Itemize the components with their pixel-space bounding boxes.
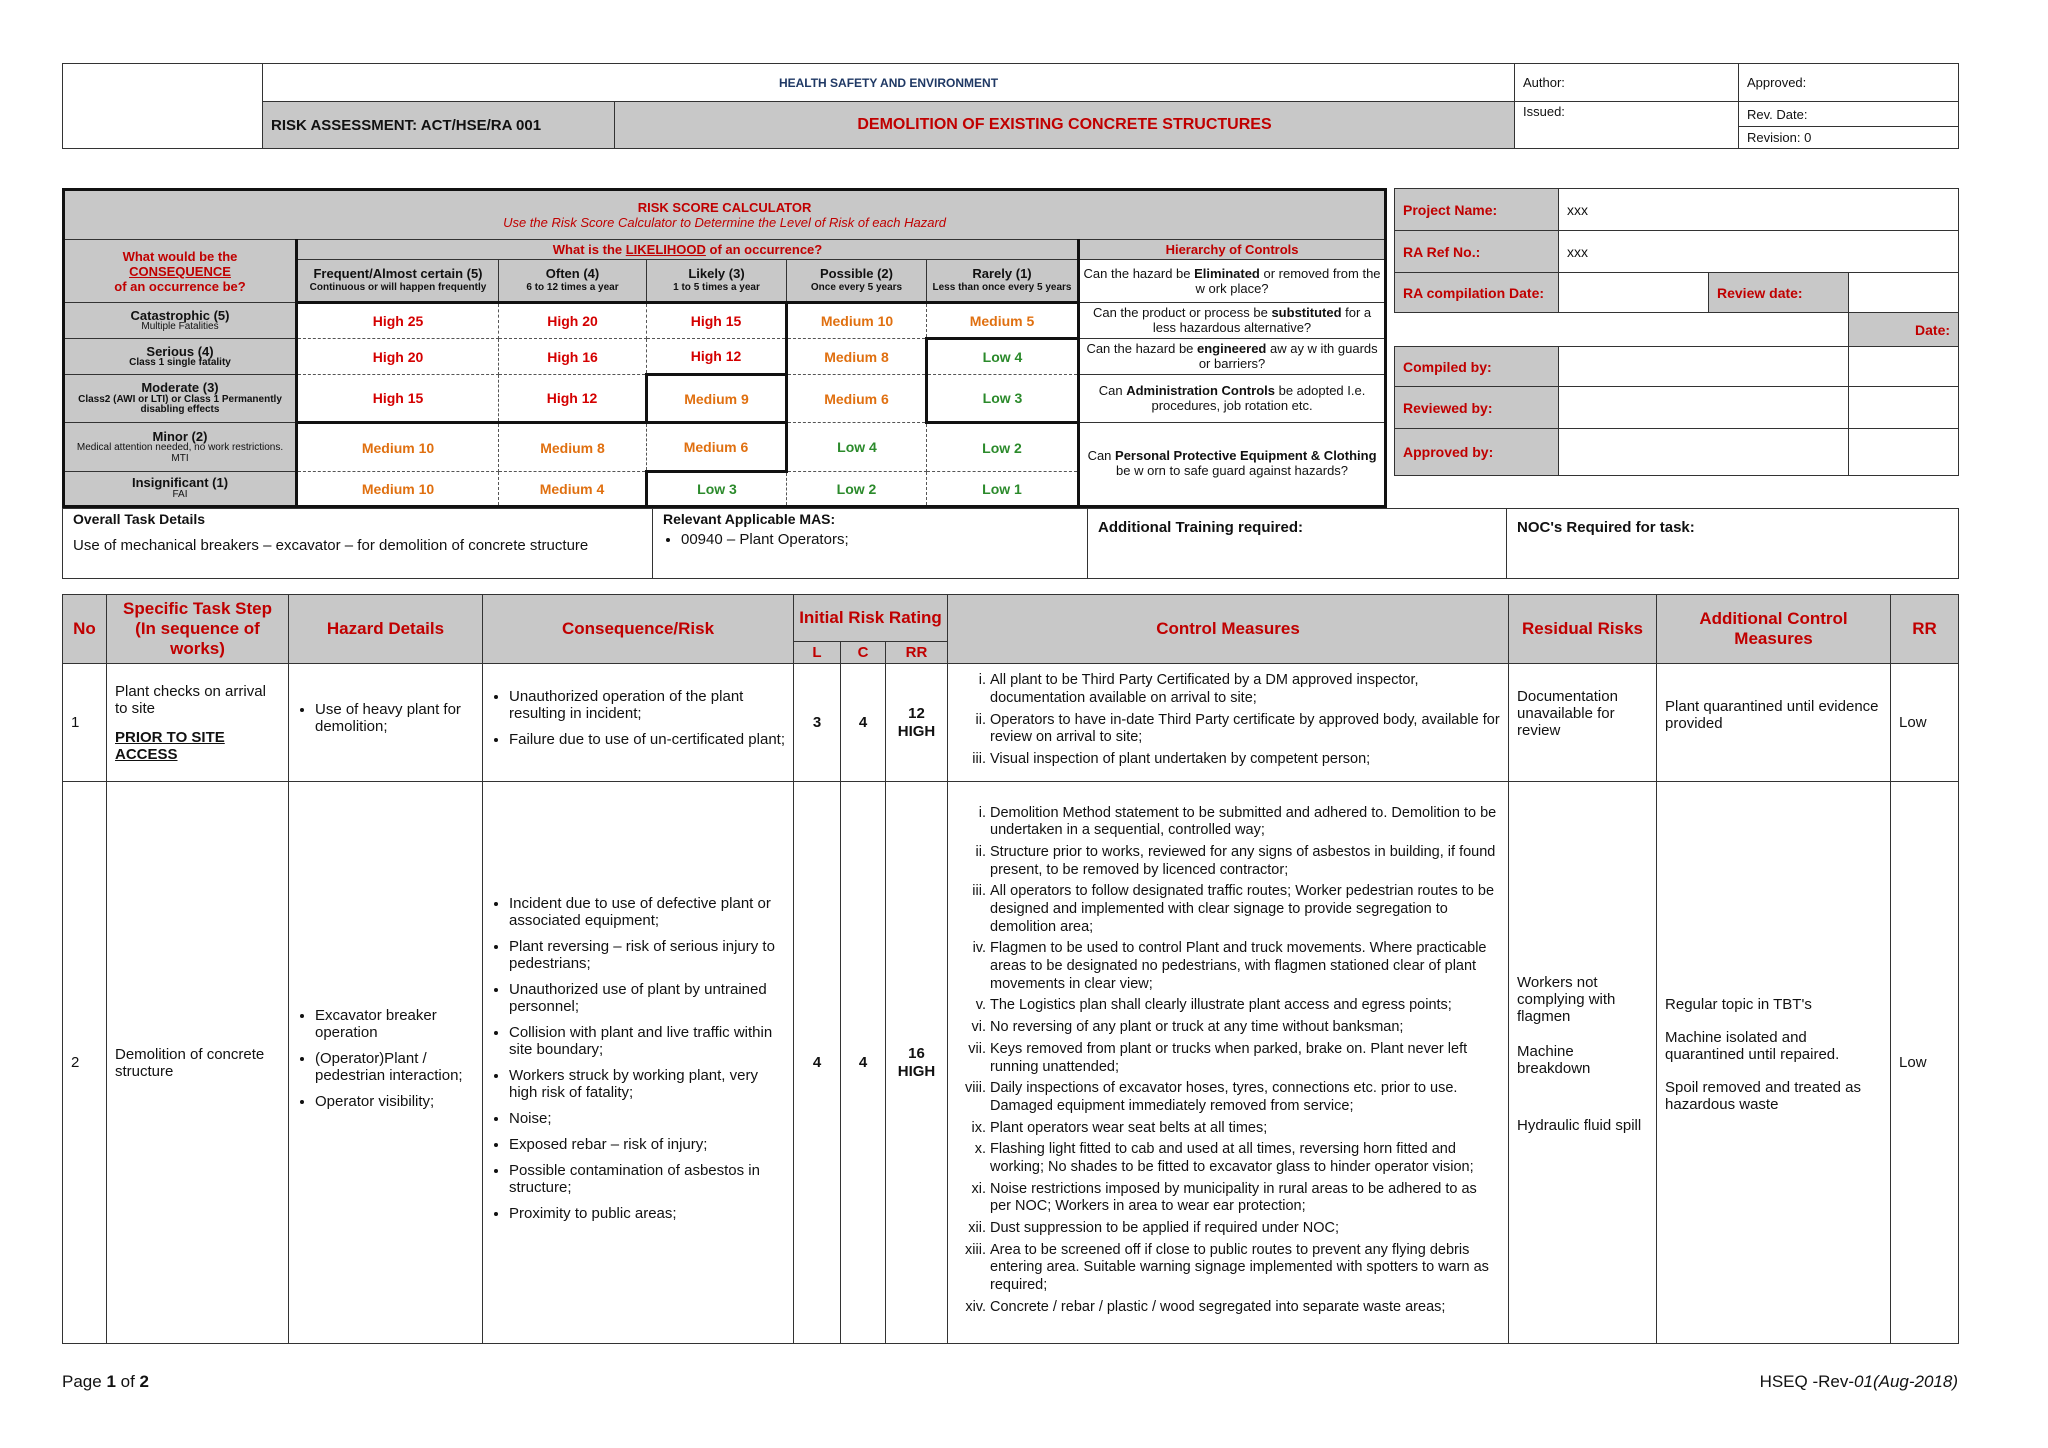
project-name-label: Project Name: [1395, 189, 1559, 231]
hierarchy-text-post: for a less hazardous alternative? [1152, 304, 1372, 335]
hierarchy-text-post: or removed from the w ork place? [1195, 265, 1381, 296]
mas-item: • 00940 – Plant Operators; [681, 531, 1077, 548]
mas-label: Relevant Applicable MAS: [663, 511, 836, 527]
doc-code: HSEQ -Rev- [1759, 1372, 1855, 1391]
approved-by-label: Approved by: [1395, 429, 1559, 476]
likelihood-desc: Once every 5 years [810, 282, 903, 294]
hierarchy-text-post: be adopted I.e. procedures, job rotation etc. [1151, 382, 1366, 413]
control-item: x. Flashing light fitted to cab and used at all times, reversing horn fitted and working; No shades to be fitted to excavator glass to hinder operator vision; [990, 1141, 1500, 1176]
noc-cell [1507, 509, 1959, 579]
additional-controls [1657, 664, 1891, 782]
consequence-question [64, 240, 297, 303]
consequence-list [491, 895, 785, 1222]
control-item: viii. Daily inspections of excavator hoses, tyres, connections etc. prior to use. Damaged equipment immediately removed from service; [990, 1080, 1500, 1115]
compiled-by-value [1559, 347, 1849, 387]
control-list [956, 672, 1500, 768]
consequence-item: • Incident due to use of defective plant or associated equipment; [509, 895, 785, 929]
consequence-item: • Unauthorized operation of the plant resulting in incident; [509, 688, 785, 722]
compiled-by-label: Compiled by: [1395, 347, 1559, 387]
project-info [1394, 188, 1959, 476]
consequence-desc: Class 1 single fatality [129, 357, 231, 369]
hierarchy-text-pre: Can the hazard be [1086, 340, 1198, 356]
hierarchy-text-bold: Eliminated [1194, 265, 1260, 281]
control-item: iii. All operators to follow designated traffic routes; Worker pedestrian routes to be designed and implemented with clear signage to provide segregation to demolition area; [990, 883, 1500, 936]
approved-by-value [1559, 429, 1849, 476]
hierarchy-text-bold: engineered [1197, 340, 1267, 356]
risk-score-cell: Low 2 [927, 423, 1079, 472]
col-controls: Control Measures [948, 595, 1509, 664]
col-additional: Additional Control Measures [1657, 595, 1891, 664]
consequence-label [64, 303, 297, 339]
likelihood-name: Rarely (1) [972, 266, 1032, 282]
residual-risks [1509, 782, 1657, 1344]
risk-score-calculator [62, 188, 1387, 508]
risk-table [62, 594, 1959, 1344]
risk-score-cell: Medium 6 [647, 423, 787, 472]
col-initial-risk: Initial Risk Rating [794, 595, 948, 642]
ra-number: RISK ASSESSMENT: ACT/HSE/RA 001 [263, 102, 615, 149]
hierarchy-text-pre: Can the product or process be [1092, 304, 1272, 320]
ra-ref-value: xxx [1559, 231, 1959, 273]
consequence-list [491, 688, 785, 748]
hazard-list [297, 1007, 474, 1110]
likelihood-question [297, 240, 1079, 260]
hierarchy-eliminate [1079, 259, 1386, 303]
overall-task-label: Overall Task Details [73, 511, 206, 527]
overall-task-cell [63, 509, 653, 579]
consequence-name: Catastrophic (5) [130, 307, 230, 323]
likelihood-desc: 1 to 5 times a year [673, 282, 760, 294]
consequence-label [64, 423, 297, 472]
consequence-name: Serious (4) [146, 343, 214, 359]
risk-score-cell: Low 4 [927, 339, 1079, 375]
task-details [62, 508, 1959, 579]
likelihood-desc: Continuous or will happen frequently [309, 282, 487, 294]
risk-score-cell: Low 3 [927, 375, 1079, 423]
compiled-date-value [1849, 347, 1959, 387]
risk-score-cell: High 16 [499, 339, 647, 375]
ra-title: DEMOLITION OF EXISTING CONCRETE STRUCTURES [615, 102, 1515, 149]
likelihood-col-3 [647, 259, 787, 303]
page-pre: Page [62, 1372, 107, 1391]
calculator-subtitle: Use the Risk Score Calculator to Determine the Level of Risk of each Hazard [503, 215, 946, 231]
likelihood-name: Likely (3) [688, 266, 745, 282]
risk-score-cell: High 20 [499, 303, 647, 339]
initial-rr [886, 664, 948, 782]
hierarchy-text-bold: substituted [1271, 304, 1342, 320]
consequence-desc: Multiple Fatalities [141, 321, 219, 333]
hazard-list [297, 701, 474, 735]
row-number: 1 [63, 664, 107, 782]
consequence-label [64, 375, 297, 423]
risk-score-cell: Low 4 [787, 423, 927, 472]
training-cell [1088, 509, 1507, 579]
likelihood-q-mid: LIKELIHOOD [625, 241, 706, 257]
risk-score-cell: Medium 8 [787, 339, 927, 375]
training-label: Additional Training required: [1098, 519, 1304, 536]
task-step-text: Plant checks on arrival to site [115, 682, 266, 717]
hierarchy-administration [1079, 375, 1386, 423]
control-item: ix. Plant operators wear seat belts at all times; [990, 1120, 1500, 1138]
control-item: iv. Flagmen to be used to control Plant and truck movements. Where practicable areas to be designated no pedestrians, with flagmen stationed clear of plant movements in clear view; [990, 940, 1500, 993]
initial-rr-num: 12 [908, 704, 925, 722]
consequence-name: Minor (2) [152, 428, 208, 444]
residual-item: Documentation unavailable for review [1517, 688, 1618, 739]
consequence-label [64, 339, 297, 375]
consequence-item: • Proximity to public areas; [509, 1205, 785, 1222]
consequence-item: • Noise; [509, 1110, 785, 1127]
likelihood-col-4 [499, 259, 647, 303]
risk-score-cell: Medium 6 [787, 375, 927, 423]
hazard-item: • Use of heavy plant for demolition; [315, 701, 474, 735]
initial-rr [886, 782, 948, 1344]
control-item: iii. Visual inspection of plant undertaken by competent person; [990, 751, 1500, 769]
likelihood-name: Often (4) [545, 266, 600, 282]
risk-score-cell: High 12 [499, 375, 647, 423]
document-code [1760, 1372, 1958, 1392]
risk-score-cell: High 25 [297, 303, 499, 339]
col-residual: Residual Risks [1509, 595, 1657, 664]
task-step [107, 664, 289, 782]
document-header [62, 63, 1959, 149]
control-item: ii. Operators to have in-date Third Party certificate by approved body, available for review on arrival to site; [990, 712, 1500, 747]
revision-field: Revision: 0 [1739, 126, 1959, 148]
consequence-row [64, 339, 1386, 375]
consequence-desc: FAI [172, 489, 188, 501]
likelihood-name: Possible (2) [820, 266, 893, 282]
consequence-item: • Workers struck by working plant, very high risk of fatality; [509, 1067, 785, 1101]
task-step-text: Demolition of concrete structure [115, 1045, 265, 1080]
task-step [107, 782, 289, 1344]
residual-risks [1509, 664, 1657, 782]
logo-area [63, 64, 263, 149]
likelihood-value: 4 [794, 782, 841, 1344]
control-item: xiv. Concrete / rebar / plastic / wood segregated into separate waste areas; [990, 1299, 1500, 1317]
control-item: xii. Dust suppression to be applied if required under NOC; [990, 1220, 1500, 1238]
consequence-row [64, 375, 1386, 423]
hazard-details [289, 782, 483, 1344]
likelihood-col-1 [927, 259, 1079, 303]
approved-field: Approved: [1739, 64, 1959, 102]
additional-controls [1657, 782, 1891, 1344]
additional-item: Regular topic in TBT's [1665, 996, 1812, 1013]
calculator-title-cell [64, 190, 1386, 240]
initial-rr-word: HIGH [897, 1062, 936, 1080]
reviewed-by-value [1559, 387, 1849, 429]
control-item: i. Demolition Method statement to be submitted and adhered to. Demolition to be undertaken in a sequential, controlled way; [990, 805, 1500, 840]
blank-cell [1395, 313, 1849, 347]
risk-score-cell: Medium 5 [927, 303, 1079, 339]
table-row [63, 664, 1959, 782]
risk-score-cell: Medium 8 [499, 423, 647, 472]
hazard-item: • (Operator)Plant / pedestrian interaction; [315, 1050, 474, 1084]
col-no: No [63, 595, 107, 664]
ra-compilation-label: RA compilation Date: [1395, 273, 1559, 313]
control-item: v. The Logistics plan shall clearly illustrate plant access and egress points; [990, 997, 1500, 1015]
control-measures [948, 664, 1509, 782]
row-number: 2 [63, 782, 107, 1344]
noc-label: NOC's Required for task: [1517, 519, 1695, 536]
hierarchy-ppe [1079, 423, 1386, 507]
mas-cell [653, 509, 1088, 579]
ra-ref-label: RA Ref No.: [1395, 231, 1559, 273]
risk-score-cell: High 20 [297, 339, 499, 375]
initial-rr-num: 16 [908, 1044, 925, 1062]
control-item: xi. Noise restrictions imposed by municipality in rural areas to be adhered to as per NOC; Workers in area to wear ear protection; [990, 1181, 1500, 1216]
control-item: vi. No reversing of any plant or truck at any time without banksman; [990, 1019, 1500, 1037]
control-item: ii. Structure prior to works, reviewed for any signs of asbestos in building, if found present, to be removed by licenced contractor; [990, 844, 1500, 879]
review-date-label: Review date: [1709, 273, 1849, 313]
hierarchy-text-pre: Can [1098, 382, 1127, 398]
likelihood-desc: Less than once every 5 years [932, 282, 1072, 294]
consequence-item: • Plant reversing – risk of serious injury to pedestrians; [509, 938, 785, 972]
review-date-value [1849, 273, 1959, 313]
overall-task-text: Use of mechanical breakers – excavator – for demolition of concrete structure [73, 537, 589, 554]
control-item: xiii. Area to be screened off if close to public routes to prevent any flying debris entering area. Suitable warning signage implemented with spotters to warn as required; [990, 1242, 1500, 1295]
consequence-value: 4 [841, 664, 886, 782]
col-l: L [794, 641, 841, 663]
ra-compilation-value [1559, 273, 1709, 313]
initial-rr-word: HIGH [897, 722, 936, 740]
doc-code-rev: 01(Aug-2018) [1854, 1372, 1958, 1391]
hazard-item: • Excavator breaker operation [315, 1007, 474, 1041]
consequence-risk [483, 782, 794, 1344]
risk-score-cell: Medium 10 [297, 472, 499, 507]
col-c: C [841, 641, 886, 663]
author-field: Author: [1515, 64, 1739, 102]
control-list [956, 805, 1500, 1317]
consequence-item: • Failure due to use of un-certificated plant; [509, 731, 785, 748]
hazard-details [289, 664, 483, 782]
col-step: Specific Task Step (In sequence of works) [107, 595, 289, 664]
consequence-label [64, 472, 297, 507]
risk-score-cell: Medium 10 [297, 423, 499, 472]
page-num: 1 [106, 1372, 116, 1391]
consequence-row [64, 423, 1386, 472]
consequence-q-line3: of an occurrence be? [114, 278, 246, 294]
control-measures [948, 782, 1509, 1344]
consequence-risk [483, 664, 794, 782]
approved-date-value [1849, 429, 1959, 476]
consequence-row [64, 303, 1386, 339]
hierarchy-text-post: be w orn to safe guard against hazards? [1116, 463, 1349, 479]
risk-score-cell: Medium 10 [787, 303, 927, 339]
risk-score-cell: Medium 9 [647, 375, 787, 423]
consequence-desc: Medical attention needed, no work restrictions. MTI [76, 442, 284, 464]
reviewed-by-label: Reviewed by: [1395, 387, 1559, 429]
likelihood-value: 3 [794, 664, 841, 782]
risk-score-cell: High 12 [647, 339, 787, 375]
consequence-item: • Collision with plant and live traffic within site boundary; [509, 1024, 785, 1058]
likelihood-name: Frequent/Almost certain (5) [313, 266, 483, 282]
table-row [63, 782, 1959, 1344]
additional-item: Plant quarantined until evidence provided [1665, 697, 1879, 732]
residual-item: Hydraulic fluid spill [1517, 1116, 1642, 1134]
hse-title: HEALTH SAFETY AND ENVIRONMENT [263, 64, 1515, 102]
col-rr-initial: RR [886, 641, 948, 663]
consequence-value: 4 [841, 782, 886, 1344]
rev-date-field: Rev. Date: [1739, 102, 1959, 126]
residual-item: Machine breakdown [1517, 1042, 1591, 1077]
consequence-item: • Possible contamination of asbestos in structure; [509, 1162, 785, 1196]
task-step-sub: PRIOR TO SITE ACCESS [115, 728, 225, 763]
residual-rating: Low [1891, 782, 1959, 1344]
page-mid: of [115, 1372, 140, 1391]
likelihood-desc: 6 to 12 times a year [526, 282, 619, 294]
consequence-q-line2: CONSEQUENCE [129, 263, 231, 279]
col-rr: RR [1891, 595, 1959, 664]
residual-rating: Low [1891, 664, 1959, 782]
page-total: 2 [139, 1372, 149, 1391]
risk-score-cell: Low 3 [647, 472, 787, 507]
likelihood-col-2 [787, 259, 927, 303]
control-item: vii. Keys removed from plant or trucks when parked, brake on. Plant never left running unattended; [990, 1041, 1500, 1076]
risk-score-cell: Medium 4 [499, 472, 647, 507]
risk-score-cell: High 15 [297, 375, 499, 423]
consequence-name: Insignificant (1) [131, 475, 229, 491]
control-item: i. All plant to be Third Party Certificated by a DM approved inspector, documentation available on arrival to site; [990, 672, 1500, 707]
hierarchy-title: Hierarchy of Controls [1079, 240, 1386, 260]
hierarchy-text-bold: Personal Protective Equipment & Clothing [1115, 448, 1377, 464]
risk-score-cell: High 15 [647, 303, 787, 339]
calculator-title: RISK SCORE CALCULATOR [637, 200, 812, 216]
additional-item: Spoil removed and treated as hazardous waste [1665, 1079, 1861, 1113]
date-label: Date: [1849, 313, 1959, 347]
project-name-value: xxx [1559, 189, 1959, 231]
residual-item: Workers not complying with flagmen [1517, 973, 1616, 1025]
consequence-item: • Exposed rebar – risk of injury; [509, 1136, 785, 1153]
hierarchy-substitute [1079, 303, 1386, 339]
hierarchy-text-pre: Can [1087, 448, 1116, 464]
issued-field: Issued: [1515, 102, 1739, 149]
hierarchy-text-post: aw ay w ith guards or barriers? [1198, 340, 1378, 371]
consequence-name: Moderate (3) [141, 380, 219, 396]
hierarchy-engineer [1079, 339, 1386, 375]
risk-score-cell: Low 1 [927, 472, 1079, 507]
hierarchy-text-pre: Can the hazard be [1083, 265, 1195, 281]
consequence-item: • Unauthorized use of plant by untrained personnel; [509, 981, 785, 1015]
col-consequence: Consequence/Risk [483, 595, 794, 664]
risk-score-cell: Low 2 [787, 472, 927, 507]
additional-item: Machine isolated and quarantined until repaired. [1665, 1029, 1840, 1063]
consequence-desc: Class2 (AWI or LTI) or Class 1 Permanently disabling effects [78, 393, 282, 416]
likelihood-q-pre: What is the [552, 241, 626, 257]
hazard-item: • Operator visibility; [315, 1093, 474, 1110]
consequence-q-line1: What would be the [122, 248, 238, 264]
hierarchy-text-bold: Administration Controls [1126, 382, 1275, 398]
reviewed-date-value [1849, 387, 1959, 429]
col-hazard: Hazard Details [289, 595, 483, 664]
likelihood-q-post: of an occurrence? [705, 241, 823, 257]
likelihood-col-5 [297, 259, 499, 303]
page-number [62, 1372, 149, 1392]
